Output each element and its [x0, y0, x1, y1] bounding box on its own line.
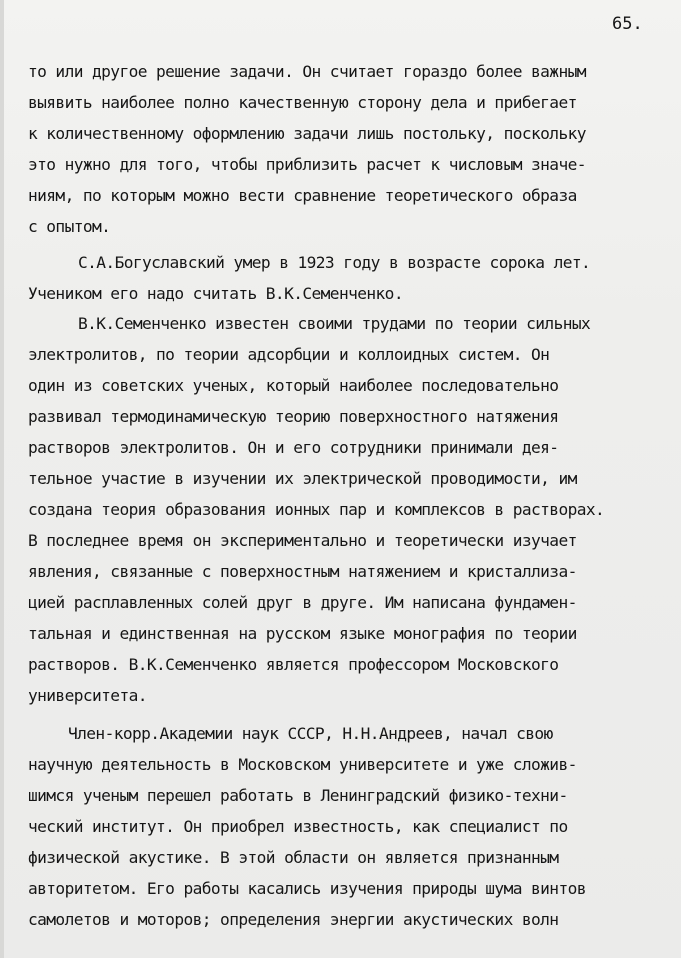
text-line: тальная и единственная на русском языке монография по теории: [28, 624, 577, 643]
scan-edge: [0, 0, 4, 958]
text-line: явления, связанные с поверхностным натяжением и кристаллиза-: [28, 562, 577, 581]
text-line: тельное участие в изучении их электрической проводимости, им: [28, 469, 577, 488]
text-line: ниям, по которым можно вести сравнение теоретического образа: [28, 186, 577, 205]
text-line: это нужно для того, чтобы приблизить расчет к числовым значе-: [28, 155, 586, 174]
text-line: к количественному оформлению задачи лишь постольку, поскольку: [28, 124, 586, 143]
text-line: создана теория образования ионных пар и комплексов в растворах.: [28, 500, 605, 519]
text-line: растворов электролитов. Он и его сотрудники принимали дея-: [28, 438, 559, 457]
text-line: цией расплавленных солей друг в друге. Им написана фундамен-: [28, 593, 577, 612]
text-line: университета.: [28, 686, 147, 705]
text-line: физической акустике. В этой области он является признанным: [28, 848, 559, 867]
text-line: В последнее время он экспериментально и теоретически изучает: [28, 531, 577, 550]
text-line: научную деятельность в Московском университете и уже сложив-: [28, 755, 577, 774]
text-line: Учеником его надо считать В.К.Семенченко.: [28, 284, 403, 303]
text-line: шимся ученым перешел работать в Ленинградский физико-техни-: [28, 786, 568, 805]
page-number: 65.: [612, 14, 643, 34]
text-line: авторитетом. Его работы касались изучения природы шума винтов: [28, 879, 586, 898]
text-line: электролитов, по теории адсорбции и коллоидных систем. Он: [28, 345, 550, 364]
text-line: Член-корр.Академии наук СССР, Н.Н.Андреев, начал свою: [68, 724, 553, 743]
text-line: развивал термодинамическую теорию поверхностного натяжения: [28, 407, 559, 426]
text-line: с опытом.: [28, 217, 111, 236]
text-line: один из советских ученых, который наиболее последовательно: [28, 376, 559, 395]
text-line: С.А.Богуславский умер в 1923 году в возрасте сорока лет.: [78, 253, 591, 272]
text-line: выявить наиболее полно качественную сторону дела и прибегает: [28, 93, 577, 112]
text-line: растворов. В.К.Семенченко является профессором Московского: [28, 655, 559, 674]
text-line: В.К.Семенченко известен своими трудами по теории сильных: [78, 314, 591, 333]
text-line: ческий институт. Он приобрел известность, как специалист по: [28, 817, 568, 836]
text-line: самолетов и моторов; определения энергии акустических волн: [28, 910, 559, 929]
text-line: то или другое решение задачи. Он считает гораздо более важным: [28, 62, 586, 81]
